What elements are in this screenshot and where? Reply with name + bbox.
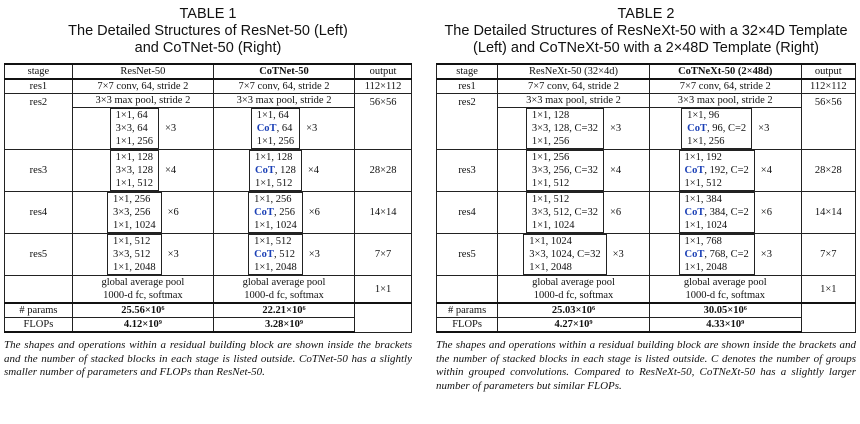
block-line: 1×1, 128 (115, 152, 154, 163)
params-left-cell: 25.56×10⁶ (72, 303, 213, 318)
cot-label: CoT (256, 123, 277, 134)
block-line: 1×1, 64 (115, 110, 148, 121)
stage-cell: FLOPs (5, 318, 73, 333)
block-line: 1×1, 2048 (684, 262, 728, 273)
block-line (254, 206, 297, 219)
table-row (5, 192, 412, 234)
stage-cell: res1 (5, 79, 73, 94)
pool-left-cell: 3×3 max pool, stride 2 (72, 94, 213, 108)
output-cell: 112×112 (355, 79, 412, 94)
table2-label: TABLE 2 (617, 6, 675, 22)
block-line: 1×1, 128 (531, 110, 570, 121)
table-row (437, 79, 856, 94)
pool-left-cell: 3×3 max pool, stride 2 (498, 94, 650, 108)
block-line: 3×3, 256, C=32 (531, 165, 598, 176)
table-row (5, 79, 412, 94)
block-right-cell (649, 108, 801, 150)
block-line: 1×1, 512 (112, 236, 151, 247)
block-line: 3×3, 128 (115, 165, 154, 176)
output-cell: 56×56 (355, 94, 412, 150)
output-cell: 112×112 (801, 79, 855, 94)
pool-left-cell (72, 276, 213, 304)
cot-rest: , 512 (273, 249, 295, 260)
table2-header-row (437, 64, 856, 79)
block-multiplier: ×4 (307, 165, 320, 176)
flops-left-cell: 4.27×10⁹ (498, 318, 650, 333)
table2-note: The shapes and operations within a residual building block are shown inside the brackets and the number of stacked blocks in each stage is listed outside. C denotes the number of groups within grouped convolutions. Compared to ResNeXt-50, CoTNeXt-50 has a slightly larger number of parameters but similar FLOPs. (436, 339, 856, 392)
params-right-cell: 22.21×10⁶ (213, 303, 354, 318)
table-row (437, 192, 856, 234)
block-line: 1×1, 128 (255, 152, 293, 163)
stage-cell: res4 (5, 192, 73, 234)
pool-line: global average pool (532, 277, 615, 288)
fc-line: 1000-d fc, softmax (244, 290, 324, 301)
block-line: 1×1, 512 (255, 178, 293, 189)
block-multiplier: ×6 (308, 207, 320, 218)
block-line: 3×3, 1024, C=32 (529, 249, 601, 260)
block-multiplier: ×6 (167, 207, 179, 218)
block-line (687, 122, 746, 135)
params-right-cell: 30.05×10⁶ (649, 303, 801, 318)
flops-left-cell: 4.12×10⁹ (72, 318, 213, 333)
table1-panel (4, 6, 412, 380)
table1-note: The shapes and operations within a residual building block are shown inside the brackets and the number of stacked blocks in each stage is listed outside. CoTNet-50 has a slightly smaller number of parameters and FLOPs than ResNet-50. (4, 339, 412, 378)
block-left-cell (72, 234, 213, 276)
block-left-cell (498, 108, 650, 150)
fc-line: 1000-d fc, softmax (533, 290, 614, 301)
pool-right-cell: 3×3 max pool, stride 2 (213, 94, 354, 108)
block-left-cell (498, 192, 650, 234)
block-left-cell (498, 150, 650, 192)
pool-left-cell (498, 276, 650, 304)
block-line: 3×3, 256 (112, 207, 151, 218)
header-left: ResNet-50 (72, 64, 213, 79)
output-cell: 14×14 (355, 192, 412, 234)
stage-cell: res4 (437, 192, 498, 234)
stage-cell: res3 (5, 150, 73, 192)
table2-caption-line2: (Left) and CoTNeXt-50 with a 2×48D Template (Right) (473, 40, 819, 56)
header-stage: stage (5, 64, 73, 79)
block-line: 1×1, 2048 (529, 262, 572, 273)
stage-cell: # params (437, 303, 498, 318)
stage-cell: res1 (437, 79, 498, 94)
header-output: output (355, 64, 412, 79)
pool-right-cell (649, 276, 801, 304)
block-right-cell (213, 192, 354, 234)
output-cell: 1×1 (355, 276, 412, 304)
pool-right-cell: 3×3 max pool, stride 2 (649, 94, 801, 108)
flops-right-cell: 3.28×10⁹ (213, 318, 354, 333)
block-line: 1×1, 256 (112, 194, 151, 205)
block-left-cell (72, 192, 213, 234)
cot-rest: , 64 (276, 123, 293, 134)
block-line: 1×1, 512 (531, 194, 570, 205)
table-row (5, 276, 412, 304)
header-right: CoTNet-50 (213, 64, 354, 79)
stage-cell (5, 276, 73, 304)
table-row (437, 108, 856, 150)
stage-cell: res5 (5, 234, 73, 276)
table1-header-row (5, 64, 412, 79)
cot-rest: , 384, C=2 (704, 207, 749, 218)
left-cell: 7×7 conv, 64, stride 2 (72, 79, 213, 94)
block-multiplier: ×4 (760, 165, 772, 176)
block-line (257, 122, 294, 135)
block-line: 1×1, 512 (684, 178, 722, 189)
block-line (255, 164, 296, 177)
cot-rest: , 128 (274, 165, 296, 176)
block-multiplier: ×3 (609, 123, 622, 134)
cot-label: CoT (684, 207, 705, 218)
output-cell-empty (355, 303, 412, 332)
block-line: 1×1, 2048 (112, 262, 156, 273)
cot-rest: , 256 (273, 207, 295, 218)
cot-rest: , 768, C=2 (704, 249, 749, 260)
cot-label: CoT (684, 249, 705, 260)
block-line: 1×1, 768 (684, 236, 722, 247)
fc-line: 1000-d fc, softmax (685, 290, 766, 301)
block-left-cell (72, 108, 213, 150)
pool-line: global average pool (683, 277, 767, 288)
cot-rest: , 192, C=2 (704, 165, 749, 176)
block-line: 1×1, 256 (256, 136, 295, 147)
block-multiplier: ×6 (609, 207, 622, 218)
table1-caption-line1: The Detailed Structures of ResNet-50 (Left) (68, 23, 348, 39)
block-right-cell (649, 234, 801, 276)
block-right-cell (213, 108, 354, 150)
output-cell: 56×56 (801, 94, 855, 150)
output-cell: 28×28 (355, 150, 412, 192)
stage-cell (437, 276, 498, 304)
block-line (254, 248, 297, 261)
output-cell-empty (801, 303, 855, 332)
pool-line: global average pool (242, 277, 326, 288)
table1-label: TABLE 1 (179, 6, 237, 22)
output-cell: 28×28 (801, 150, 855, 192)
table2-panel (436, 6, 856, 393)
pool-line: global average pool (101, 277, 185, 288)
stage-cell: res3 (437, 150, 498, 192)
block-line (685, 164, 749, 177)
table-row (437, 303, 856, 318)
block-multiplier: ×4 (165, 165, 177, 176)
table-row (437, 94, 856, 108)
flops-right-cell: 4.33×10⁹ (649, 318, 801, 333)
block-multiplier: ×3 (306, 123, 318, 134)
stage-cell: FLOPs (437, 318, 498, 333)
table-row (437, 318, 856, 333)
block-line: 1×1, 256 (115, 136, 154, 147)
block-line: 1×1, 2048 (254, 262, 297, 273)
table-row (5, 303, 412, 318)
block-line: 1×1, 384 (684, 194, 722, 205)
block-multiplier: ×4 (609, 165, 622, 176)
block-line: 1×1, 512 (531, 178, 570, 189)
left-cell: 7×7 conv, 64, stride 2 (498, 79, 650, 94)
output-cell: 1×1 (801, 276, 855, 304)
block-multiplier: ×3 (758, 123, 770, 134)
block-line: 1×1, 1024 (254, 220, 297, 231)
block-line: 3×3, 512 (112, 249, 151, 260)
block-line (685, 206, 749, 219)
table2 (436, 63, 856, 333)
table2-caption-line1: The Detailed Structures of ResNeXt-50 with a 32×4D Template (444, 23, 848, 39)
block-line: 1×1, 96 (687, 110, 720, 121)
block-line: 1×1, 256 (531, 136, 570, 147)
block-line: 1×1, 64 (256, 110, 289, 121)
block-line: 1×1, 512 (115, 178, 154, 189)
block-left-cell (498, 234, 650, 276)
block-multiplier: ×3 (167, 249, 179, 260)
block-line: 1×1, 1024 (684, 220, 728, 231)
output-cell: 7×7 (355, 234, 412, 276)
block-line: 3×3, 512, C=32 (531, 207, 598, 218)
right-cell: 7×7 conv, 64, stride 2 (213, 79, 354, 94)
header-output: output (801, 64, 855, 79)
block-right-cell (213, 234, 354, 276)
header-left: ResNeXt-50 (32×4d) (498, 64, 650, 79)
header-right: CoTNeXt-50 (2×48d) (649, 64, 801, 79)
stage-cell: # params (5, 303, 73, 318)
table1-caption-line2: and CoTNet-50 (Right) (134, 40, 282, 56)
cot-rest: , 96, C=2 (706, 123, 747, 134)
right-cell: 7×7 conv, 64, stride 2 (649, 79, 801, 94)
block-line: 1×1, 256 (531, 152, 570, 163)
block-right-cell (649, 192, 801, 234)
block-left-cell (72, 150, 213, 192)
table-row (437, 276, 856, 304)
cot-label: CoT (254, 249, 274, 260)
stage-cell: res2 (437, 94, 498, 150)
block-line: 1×1, 1024 (112, 220, 156, 231)
block-right-cell (649, 150, 801, 192)
fc-line: 1000-d fc, softmax (103, 290, 183, 301)
block-line: 1×1, 192 (684, 152, 722, 163)
block-multiplier: ×3 (612, 249, 624, 260)
block-line (685, 248, 749, 261)
block-multiplier: ×3 (760, 249, 772, 260)
params-left-cell: 25.03×10⁶ (498, 303, 650, 318)
block-line: 3×3, 128, C=32 (531, 123, 598, 134)
cot-label: CoT (687, 123, 707, 134)
block-line: 1×1, 1024 (531, 220, 575, 231)
block-right-cell (213, 150, 354, 192)
output-cell: 14×14 (801, 192, 855, 234)
block-line: 3×3, 64 (115, 123, 148, 134)
block-line: 1×1, 1024 (529, 236, 572, 247)
stage-cell: res5 (437, 234, 498, 276)
block-line: 1×1, 256 (254, 194, 292, 205)
table-row (437, 150, 856, 192)
table-row (437, 234, 856, 276)
stage-cell: res2 (5, 94, 73, 150)
pool-right-cell (213, 276, 354, 304)
cot-label: CoT (255, 165, 275, 176)
output-cell: 7×7 (801, 234, 855, 276)
cot-label: CoT (254, 207, 274, 218)
block-multiplier: ×3 (308, 249, 320, 260)
table1 (4, 63, 412, 333)
header-stage: stage (437, 64, 498, 79)
cot-label: CoT (684, 165, 705, 176)
block-line: 1×1, 512 (254, 236, 292, 247)
block-multiplier: ×3 (165, 123, 177, 134)
table-row (5, 318, 412, 333)
table-row (5, 94, 412, 108)
block-line: 1×1, 256 (687, 136, 725, 147)
table-row (5, 150, 412, 192)
table-row (5, 234, 412, 276)
block-multiplier: ×6 (760, 207, 772, 218)
